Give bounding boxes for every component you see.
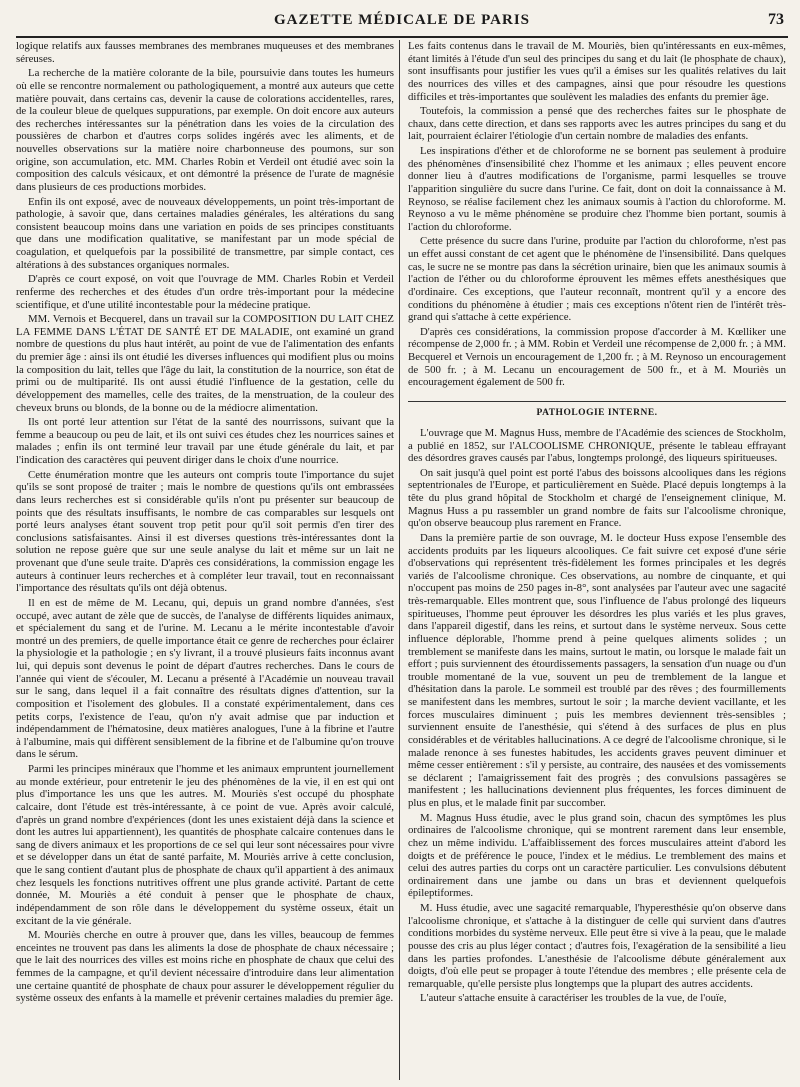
paragraph: Cette présence du sucre dans l'urine, produite par l'action du chloroforme, n'est pas un effet aussi constant de cet agent que le phénomène de l'insensibilité. Dans quelques cas, le sucre ne se montre pas dans la sécrétion urinaire, bien que les animaux soumis à l'action de l'éther ou du chloroforme éprouvent les mêmes effets anesthésiques que d'ordinaire. Ces exceptions, que l'auteur reconnaît, montrent qu'il y a encore des conditions du phénomène à étudier ; mais ces exceptions n'ôtent rien de l'intérêt très-grand qui s'attache à cette expérience.: [408, 235, 786, 324]
paragraph: Dans la première partie de son ouvrage, M. le docteur Huss expose l'ensemble des accidents produits par les liqueurs alcooliques. Ce fait suivre cet exposé d'une série d'observations qui représentent très-fidèlement les formes principales et les degrés variés de l'alcoolisme chronique. Ces observations, au nombre de cinquante, et qui n'occupent pas moins de 250 pages in-8°, sont analysées par l'auteur avec une sagacité très-remarquable. Elles montrent que, sous l'influence de l'abus prolongé des liqueurs spiritueuses, l'homme peut éprouver les désordres les plus variés et les plus graves, dans l'appareil digestif, dans les reins, et surtout dans le système nerveux. Sous cette influence déplorable, l'homme prend à peine quelques aliments solides ; un tremblement se manifeste dans les mains, surtout le matin, ou lorsque le malade fait un effort ; puis surviennent des étourdissements passagers, la sensation d'un nuage ou d'un trouble momentané de la vue, souvent un peu de tremblement de la langue et d'hésitation dans la parole. Le sommeil est troublé par des rêves ; des fourmillements se manifestent dans les membres, surtout le soir ; la marche devient vacillante, et les forces musculaires diminuent ; puis les membres deviennent très-sensibles ; surviennent ensuite de l'anesthésie, qui s'étend à des surfaces de plus en plus considérables et de véritables hallucinations. A ce degré de l'alcoolisme chronique, si le malade renonce à ses funestes habitudes, les accidents graves peuvent diminuer et même cesser entièrement : s'il y persiste, au contraire, des nausées et des vomissements se déclarent ; l'amaigrissement fait des progrès ; des convulsions passagères se manifestent ; les hallucinations deviennent plus fréquentes, les forces diminuent de plus en plus, et le malade finit par succomber.: [408, 531, 786, 810]
paragraph: Toutefois, la commission a pensé que des recherches faites sur le phosphate de chaux, dans cette direction, et dans ses rapports avec les autres principes du sang et du lait, pourraient éclairer l'étiologie d'un certain nombre de maladies des enfants.: [408, 105, 786, 143]
masthead: [16, 6, 788, 38]
paragraph: D'après ce court exposé, on voit que l'ouvrage de MM. Charles Robin et Verdeil renferme des recherches et des études d'un ordre très-important pour la médecine scientifique, et d'une utilité incontestable pour la médecine pratique.: [16, 273, 394, 311]
paragraph: On sait jusqu'à quel point est porté l'abus des boissons alcooliques dans les régions septentrionales de l'Europe, et particulièrement en Suède. Placé depuis longtemps à la tête du plus grand hôpital de Stockholm et chargé de l'enseignement clinique, M. Magnus Huss a pu rassembler un grand nombre de faits sur l'alcoolisme chronique, qu'on observe beaucoup plus rarement en France.: [408, 466, 786, 530]
paragraph: Les faits contenus dans le travail de M. Mouriès, bien qu'intéressants en eux-mêmes, étant limités à l'étude d'un seul des principes du sang et du lait (le phosphate de chaux), sont insuffisants pour justifier les vues qu'il a émises sur les qualités relatives du lait des nourrices des villes et des campagnes, ainsi que pour résoudre les questions difficiles et très-importantes que soulèvent les maladies des enfants du premier âge.: [408, 40, 786, 103]
paragraph: L'auteur s'attache ensuite à caractériser les troubles de la vue, de l'ouïe,: [420, 992, 727, 1005]
paragraph: Il en est de même de M. Lecanu, qui, depuis un grand nombre d'années, s'est occupé, avec autant de zèle que de succès, de l'analyse de différents liquides animaux, et spécialement du sang et de l'urine. M. Lecanu a le mérite incontestable d'avoir montré un des premiers, de quelle importance était ce genre de recherches pour éclairer la physiologie et la pathologie ; en s'y livrant, il a trouvé plusieurs faits inconnus avant lui, qui depuis sont devenus le point de départ d'autres recherches. Dans le cours de l'année qui vient de s'écouler, M. Lecanu a présenté à l'Académie un nouveau travail sur le sang, dans lequel il a fait connaître des résultats dignes d'attention, sur la composition et l'isolement des globules. Il a constaté expérimentalement, dans ces petits corps, l'existence de l'eau, qu'on n'y avait admise que par induction et indépendamment de l'hématosine, deux matières analogues, l'une à la fibrine et l'autre à l'albumine, mais qui diffèrent sensiblement de la fibrine et de l'albumine qu'on trouve dans le sérum.: [16, 596, 394, 761]
paragraph: Ils ont porté leur attention sur l'état de la santé des nourrissons, suivant que la femme a beaucoup ou peu de lait, et ils ont suivi ces études chez les nourrices saines et malades ; enfin ils ont terminé leur travail par une étude générale du lait, et par l'indication des caractères qui peuvent diriger dans le choix d'une nourrice.: [16, 416, 394, 466]
left-column: [16, 40, 394, 1082]
paragraph: M. Mouriès cherche en outre à prouver que, dans les villes, beaucoup de femmes enceintes ne trouvent pas dans les aliments la dose de phosphate de chaux nécessaire ; que le lait des nourrices des villes est moins riche en phosphate de chaux que celui des femmes de la campagne, et qu'il devient nécessaire d'introduire dans leur alimentation une certaine quantité de phosphate de chaux pour assurer le développement régulier du système osseux des enfants à la mamelle et prévenir certaines maladies du premier âge.: [16, 929, 394, 1005]
column-divider: [399, 40, 400, 1080]
paragraph: L'ouvrage que M. Magnus Huss, membre de l'Académie des sciences de Stockholm, a publié en 1852, sur l'ALCOOLISME CHRONIQUE, présente le tableau effrayant des désordres graves causés par l'abus, longtemps prolongé, des liqueurs spiritueuses.: [408, 426, 786, 465]
paragraph: M. Magnus Huss étudie, avec le plus grand soin, chacun des symptômes les plus ordinaires de l'alcoolisme chronique, qui se montrent rarement dans leur ensemble, chez un même individu. L'affaiblissement des forces musculaires atteint d'abord les doigts et de préférence le pouce, l'index et le médius. Le tremblement des mains et celui des autres parties du corps ont un caractère particulier. Les convulsions débutent ordinairement dans une jambe ou dans un bras et deviennent quelquefois épileptiformes.: [408, 811, 786, 900]
paragraph: M. Huss étudie, avec une sagacité remarquable, l'hyperesthésie qu'on observe dans l'alcoolisme chronique, et s'attache à la distinguer de celle qui survient dans d'autres conditions morbides du système nerveux. Elle peut être si vive à la peau, que le malade pousse des cris au plus léger contact ; d'autres fois, l'exagération de la sensibilité a lieu dans les parties profondes. L'anesthésie de l'alcoolisme débute généralement aux doigts, d'où elle peut se propager à toute l'étendue des membres ; elle présente cela de remarquable, qu'elle persiste plus longtemps que la plupart des autres accidents.: [408, 902, 786, 990]
paragraph: Les inspirations d'éther et de chloroforme ne se bornent pas seulement à produire des phénomènes d'insensibilité chez l'homme et les animaux ; elles peuvent encore donner lieu à d'autres modifications de l'organisme, parmi lesquelles se trouve l'apparition singulière du sucre dans l'urine. Ce fait, dont on doit la connaissance à M. Reynoso, se réalise facilement chez les animaux soumis à l'action du chloroforme. M. Reynoso a vu le même phénomène se produire chez l'homme bien portant, soumis à l'action du chloroforme.: [408, 145, 786, 233]
paragraph: Enfin ils ont exposé, avec de nouveaux développements, un point très-important de pathologie, à savoir que, dans certaines maladies générales, les altérations du sang consistent beaucoup moins dans une variation en poids de ses principes constituants que dans une modification qualitative, se manifestant par un mode spécial de coagulation, et quelquefois par la possibilité de transmettre, par simple contact, ces altérations à des substances organiques normales.: [16, 195, 394, 271]
paragraph: MM. Vernois et Becquerel, dans un travail sur la COMPOSITION DU LAIT CHEZ LA FEMME DANS L'ÉTAT DE SANTÉ ET DE MALADIE, ont examiné un grand nombre de questions du plus haut intérêt, au point de vue de l'alimentation des enfants du premier âge : ainsi ils ont étudié les diverses influences qui modifient plus ou moins la composition du lait, telles que l'âge du lait, la constitution de la nourrice, son état de primi ou de multiparité. Ils ont aussi étudié l'influence de la gestation, celle du développement des mamelles, celle des traites, de la menstruation, de la couleur des cheveux bruns ou blonds, de la bonne ou de la médiocre alimentation.: [16, 313, 394, 414]
paragraph: logique relatifs aux fausses membranes des membranes muqueuses et des membranes séreuses.: [16, 40, 394, 65]
right-column: [408, 40, 786, 1082]
paragraph: Cette énumération montre que les auteurs ont compris toute l'importance du sujet qu'ils se sont proposé de traiter ; mais le nombre de questions qu'ils ont embrassées dans leurs recherches est si considérable qu'ils n'ont pu présenter sur beaucoup de points que des résultats insuffisants, le nombre de cas comparables sur lesquels ont porté leurs analyses étant souvent trop petit pour qu'il soit permis d'en tirer des conclusions satisfaisantes. Ainsi il est diverses questions très-intéressantes dont la solution ne repose guère que sur une seule analyse du lait et même sur un lait ne provenant que d'une seule traite. D'après ces considérations, la commission engage les auteurs à continuer leurs recherches et à compléter leur travail, tout en reconnaissant l'importance des résultats qu'ils ont déjà obtenus.: [16, 468, 394, 595]
paragraph: D'après ces considérations, la commission propose d'accorder à M. Kœlliker une récompense de 2,000 fr. ; à MM. Robin et Verdeil une récompense de 2,000 fr. ; à MM. Becquerel et Vernois un encouragement de 1,200 fr. ; à M. Reynoso un encouragement de 500 fr. ; à M. Lecanu un encouragement de 500 fr., et à M. Mouriès un encouragement également de 500 fr.: [408, 325, 786, 389]
journal-title: GAZETTE MÉDICALE DE PARIS: [273, 12, 530, 28]
paragraph: La recherche de la matière colorante de la bile, poursuivie dans toutes les humeurs où elle se rencontre normalement ou pathologiquement, a montré aux auteurs que cette matière pouvait, dans certains cas, devenir la cause de colorations accidentelles, rares, de la couleur bleue de quelques suppurations, par exemple. On doit encore aux auteurs des recherches intéressantes sur la pénétration dans les voies de la circulation des poussières de charbon et d'autres corps solides ingérés avec les aliments, et de nouvelles observations sur la matière noire charbonneuse des poumons, sur son origine, son accumulation, etc. MM. Charles Robin et Verdeil ont étudié avec soin la composition des calculs vésicaux, et ont démontré la présence de l'urate de magnésie dans plusieurs de ces productions morbides.: [16, 67, 394, 193]
section-heading: PATHOLOGIE INTERNE.: [536, 407, 658, 418]
paragraph: Parmi les principes minéraux que l'homme et les animaux empruntent journellement au monde extérieur, pour entretenir le jeu des phénomènes de la vie, il en est qui ont plus d'importance les uns que les autres. M. Mouriès s'est occupé du phosphate calcaire, dont l'étude est très-intéressante, à ce point de vue. Après avoir calculé, d'après un grand nombre d'expériences (dont les unes existaient déjà dans la science et dont les autres lui appartiennent), les quantités de phosphate calcaire contenues dans le sang de divers animaux et les proportions de ce sel qui leur sont nécessaires pour vivre et se développer dans un état de santé parfaite, M. Mouriès arrive à cette conclusion, que le sang contient d'autant plus de phosphate de chaux qu'il appartient à des animaux chez lesquels les fonctions nutritives offrent une plus grande activité. Partant de cette donnée, M. Mouriès a été conduit à penser que le phosphate de chaux, indépendamment de son rôle dans le développement du système osseux, était un excitant de la vie générale.: [16, 763, 394, 927]
section-divider: [408, 401, 786, 402]
page-number: 73: [768, 11, 784, 28]
